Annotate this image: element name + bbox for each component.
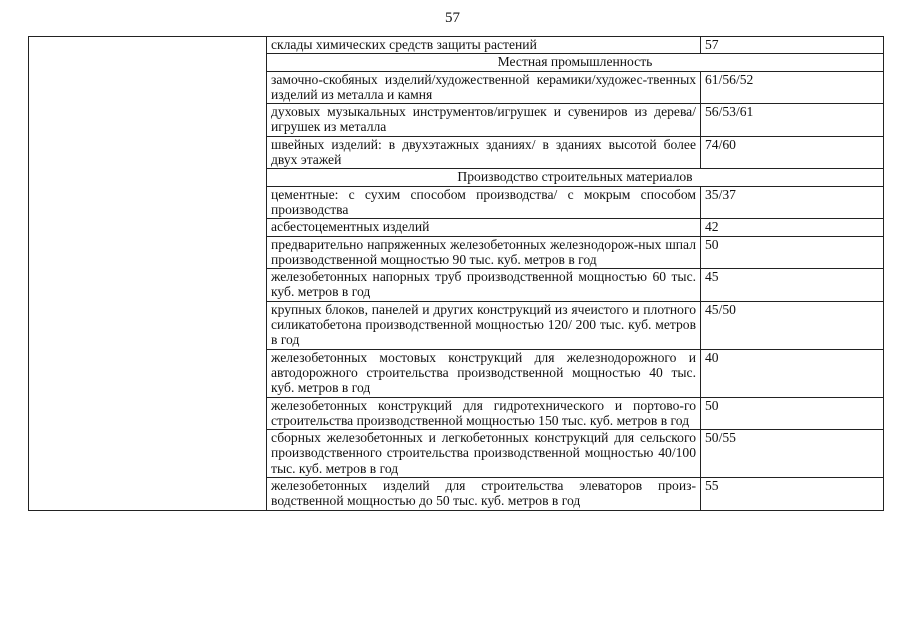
row-description: духовых музыкальных инструментов/игрушек и сувениров из дерева/игрушек из металла: [267, 104, 701, 137]
row-description: сборных железобетонных и легкобетонных конструкций для сельского производственного строительства производственной мощностью 40/100 тыс. куб. метров в год: [267, 430, 701, 478]
row-description: железобетонных напорных труб производственной мощностью 60 тыс. куб. метров в год: [267, 269, 701, 302]
row-value: 45/50: [701, 301, 884, 349]
row-value: 50/55: [701, 430, 884, 478]
row-value: 45: [701, 269, 884, 302]
row-value: 74/60: [701, 136, 884, 169]
row-value: 56/53/61: [701, 104, 884, 137]
table-body: [29, 37, 884, 511]
row-value: 55: [701, 478, 884, 511]
row-description: железобетонных мостовых конструкций для железнодорожного и автодорожного строительства производственной мощностью 40 тыс. куб. метров в год: [267, 349, 701, 397]
section-title: Местная промышленность: [267, 54, 884, 71]
row-description: склады химических средств защиты растений: [267, 37, 701, 54]
row-description: крупных блоков, панелей и других конструкций из ячеистого и плотного силикатобетона производственной мощностью 120/ 200 тыс. куб. метров в год: [267, 301, 701, 349]
section-title: Производство строительных материалов: [267, 169, 884, 186]
row-value: 57: [701, 37, 884, 54]
page-number: 57: [445, 10, 460, 26]
row-value: 61/56/52: [701, 71, 884, 104]
row-value: 35/37: [701, 186, 884, 219]
row-value: 50: [701, 397, 884, 430]
row-description: цементные: с сухим способом производства/ с мокрым способом производства: [267, 186, 701, 219]
left-empty-column: [29, 37, 267, 511]
row-description: железобетонных изделий для строительства элеваторов произ-водственной мощностью до 50 тыс. куб. метров в год: [267, 478, 701, 511]
table-row: [29, 37, 884, 54]
row-description: замочно-скобяных изделий/художественной керамики/художес-твенных изделий из металла и камня: [267, 71, 701, 104]
norms-table: [28, 36, 884, 511]
row-description: асбестоцементных изделий: [267, 219, 701, 236]
row-value: 42: [701, 219, 884, 236]
row-value: 40: [701, 349, 884, 397]
row-description: швейных изделий: в двухэтажных зданиях/ в зданиях высотой более двух этажей: [267, 136, 701, 169]
row-value: 50: [701, 236, 884, 269]
row-description: железобетонных конструкций для гидротехнического и портово-го строительства производственной мощностью 150 тыс. куб. метров в год: [267, 397, 701, 430]
row-description: предварительно напряженных железобетонных железнодорож-ных шпал производственной мощностью 90 тыс. куб. метров в год: [267, 236, 701, 269]
